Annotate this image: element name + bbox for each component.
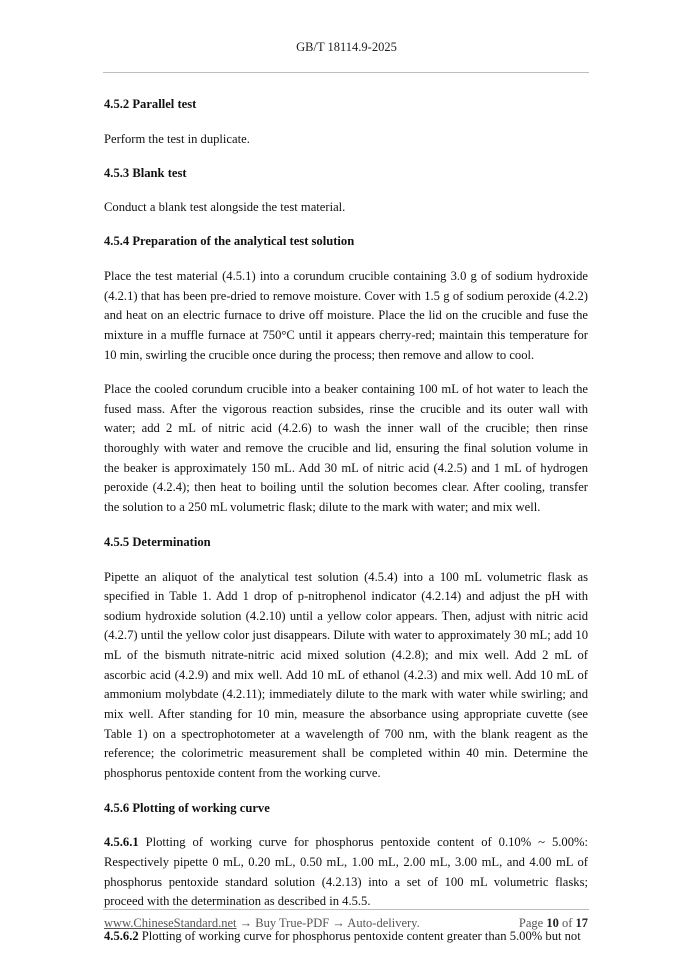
page-body (104, 95, 588, 962)
page-header: GB/T 18114.9-2025 (296, 40, 397, 54)
footer-divider (103, 909, 589, 910)
clause-4-5-6-1 (104, 833, 588, 912)
page-label: Page (518, 916, 547, 930)
clause-text-4-5-6-1: Plotting of working curve for phosphorus pentoxide content of 0.10% ~ 5.00%: Respectively pipette 0 mL, 0.20 mL, 0.50 mL, 1.00 mL, 2.00 mL, 3.00 mL, and 4.00 mL of phosphorus pentoxide standard solution (4.2.13) into a set of 100 mL volumetric flasks; proceed with the determination as described in 4.5.5. (104, 835, 588, 909)
section-paragraph-4-5-5: Pipette an aliquot of the analytical test solution (4.5.4) into a 100 mL volumetric flask as specified in Table 1. Add 1 drop of p-nitrophenol indicator (4.2.14) and adjust the pH with sodium hydroxide solution (4.2.10) until a yellow color appears. Then, adjust with nitric acid (4.2.7) until the yellow color just disappears. Dilute with water to approximately 30 mL; add 10 mL of the bismuth nitrate-nitric acid mixed solution (4.2.8); and mix well. Add 2 mL of ascorbic acid (4.2.9) and mix well. Add 10 mL of ethanol (4.2.3) and mix well. Add 10 mL of ammonium molybdate (4.2.11); immediately dilute to the mark with water while swirling; and mix well. After standing for 10 min, measure the absorbance using appropriate cuvette (see Table 1) on a spectrophotometer at a wavelength of 700 nm, with the blank reagent as the reference; the colorimetric measurement shall be completed within 40 min. Determine the phosphorus pentoxide content from the working curve. (104, 569, 588, 780)
header-divider (103, 72, 589, 73)
section-paragraph-4-5-4-2: Place the cooled corundum crucible into a beaker containing 100 mL of hot water to leach the fused mass. After the vigorous reaction subsides, rinse the crucible and its outer wall with water; add 2 mL of nitric acid (4.2.6) to wash the inner wall of the crucible; then rinse thoroughly with water and remove the crucible and lid, ensuring the final solution volume in the beaker is approximately 150 mL. Add 30 mL of nitric acid (4.2.5) and 1 mL of hydrogen peroxide (4.2.4); then heat to boiling until the solution becomes clear. After cooling, transfer the solution to a 250 mL volumetric flask; dilute to the mark with water; and mix well. (104, 382, 588, 514)
clause-number-4-5-6-1: 4.5.6.1 (104, 835, 139, 850)
page-total: 17 (575, 916, 588, 930)
section-paragraph-4-5-4-1: Place the test material (4.5.1) into a corundum crucible containing 3.0 g of sodium hydroxide (4.2.1) that has been pre-dried to remove moisture. Cover with 1.5 g of sodium peroxide (4.2.2) and heat on an electric furnace to drive off moisture. Place the lid on the crucible and fuse the mixture in a muffle furnace at 750°C until it appears cherry-red; maintain this temperature for 10 min, swirling the crucible once during the process; then remove and allow to cool. (104, 268, 588, 362)
footer-tagline: → Buy True-PDF → Auto-delivery. (236, 916, 420, 930)
section-text-4-5-3: Conduct a blank test alongside the test material. (104, 200, 346, 215)
section-heading-4-5-5: 4.5.5 Determination (104, 534, 211, 549)
page-current: 10 (546, 916, 559, 930)
section-heading-4-5-4: 4.5.4 Preparation of the analytical test solution (104, 234, 355, 249)
page-of: of (558, 916, 576, 930)
section-heading-4-5-2: 4.5.2 Parallel test (104, 97, 197, 111)
section-heading-4-5-3: 4.5.3 Blank test (104, 165, 187, 180)
footer-promo (104, 914, 420, 934)
clause-text-4-5-6-2: Plotting of working curve for phosphorus pentoxide content greater than 5.00% but not (138, 929, 581, 944)
page-number (519, 914, 588, 934)
clause-number-4-5-6-2: 4.5.6.2 (104, 929, 139, 944)
section-heading-4-5-6: 4.5.6 Plotting of working curve (104, 800, 270, 815)
section-text-4-5-2: Perform the test in duplicate. (104, 131, 250, 146)
website-link[interactable]: www.ChineseStandard.net (104, 916, 237, 930)
